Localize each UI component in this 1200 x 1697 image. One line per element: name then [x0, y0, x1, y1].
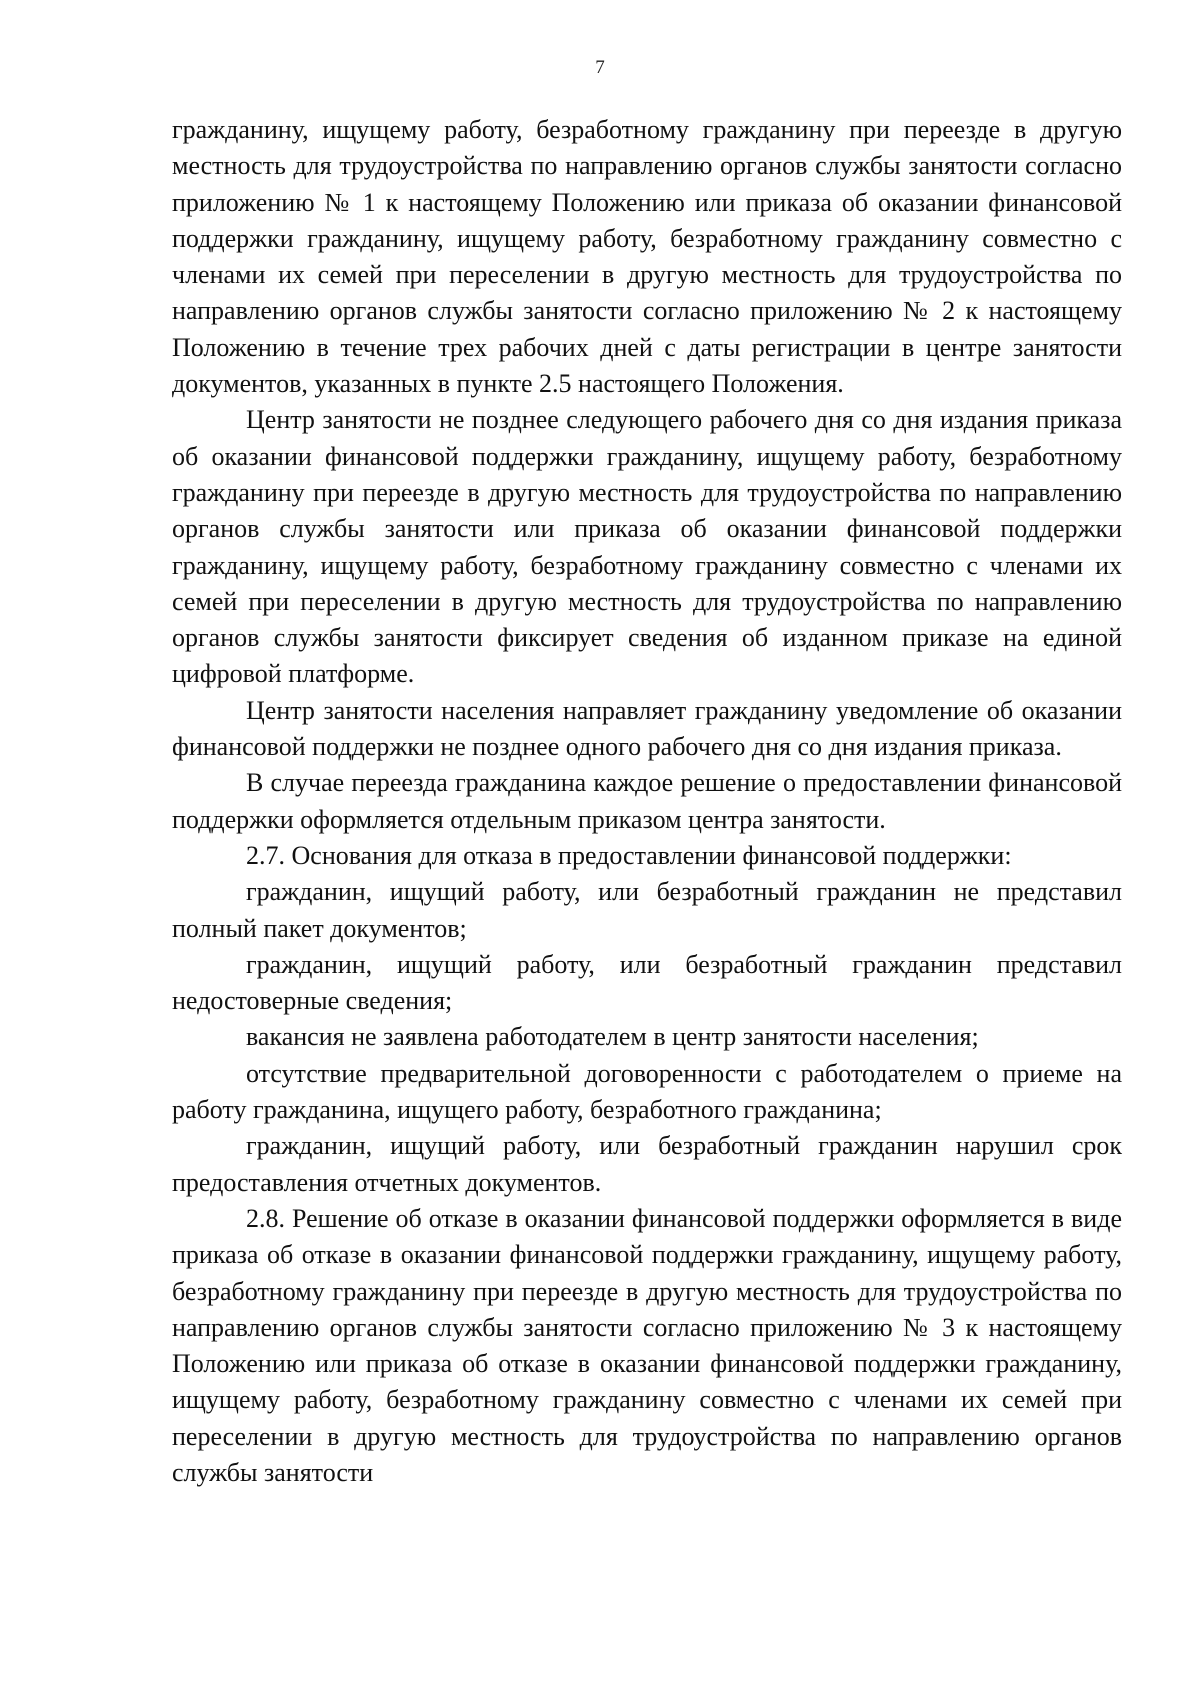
- refusal-ground-vacancy-not-declared: вакансия не заявлена работодателем в центр занятости населения;: [246, 1022, 979, 1052]
- paragraph-employment-center-records: Центр занятости не позднее следующего рабочего дня со дня издания приказа об оказании финансовой поддержки гражданину, ищущему работу, безработному гражданину при переезде в другую местность для трудоустройства по направлению органов службы занятости или приказа об оказании финансовой поддержки гражданину, ищущему работу, безработному гражданину совместно с членами их семей при переселении в другую местность для трудоустройства по направлению органов службы занятости фиксирует сведения об изданном приказе на единой цифровой платформе.: [172, 405, 1122, 689]
- refusal-ground-no-agreement: отсутствие предварительной договоренности с работодателем о приеме на работу гражданина, ищущего работу, безработного гражданина;: [172, 1058, 1122, 1125]
- paragraph-continuation: гражданину, ищущему работу, безработному гражданину при переезде в другую местность для трудоустройства по направлению органов службы занятости согласно приложению № 1 к настоящему Положению или приказа об оказании финансовой поддержки гражданину, ищущему работу, безработному гражданину совместно с членами их семей при переселении в другую местность для трудоустройства по направлению органов службы занятости согласно приложению № 2 к настоящему Положению в течение трех рабочих дней с даты регистрации в центре занятости документов, указанных в пункте 2.5 настоящего Положения.: [172, 115, 1122, 399]
- section-heading-2-7: 2.7. Основания для отказа в предоставлении финансовой поддержки:: [246, 840, 1012, 870]
- refusal-ground-incomplete-documents: гражданин, ищущий работу, или безработный гражданин не представил полный пакет документов;: [172, 877, 1122, 943]
- section-2-8-paragraph: 2.8. Решение об отказе в оказании финансовой поддержки оформляется в виде приказа об отказе в оказании финансовой поддержки гражданину, ищущему работу, безработному гражданину при переезде в другую местность для трудоустройства по направлению органов службы занятости согласно приложению № 3 к настоящему Положению или приказа об отказе в оказании финансовой поддержки гражданину, ищущему работу, безработному гражданину совместно с членами их семей при переселении в другую местность для трудоустройства по направлению органов службы занятости: [172, 1203, 1122, 1487]
- refusal-ground-false-information: гражданин, ищущий работу, или безработный гражданин представил недостоверные сведения;: [172, 949, 1122, 1016]
- paragraph-separate-order: В случае переезда гражданина каждое решение о предоставлении финансовой поддержки оформляется отдельным приказом центра занятости.: [172, 768, 1122, 834]
- refusal-ground-deadline-violated: гражданин, ищущий работу, или безработный гражданин нарушил срок предоставления отчетных документов.: [172, 1131, 1122, 1197]
- page-number: 7: [595, 57, 605, 78]
- paragraph-notification: Центр занятости населения направляет гражданину уведомление об оказании финансовой поддержки не позднее одного рабочего дня со дня издания приказа.: [172, 695, 1122, 762]
- document-body: [172, 112, 1122, 1491]
